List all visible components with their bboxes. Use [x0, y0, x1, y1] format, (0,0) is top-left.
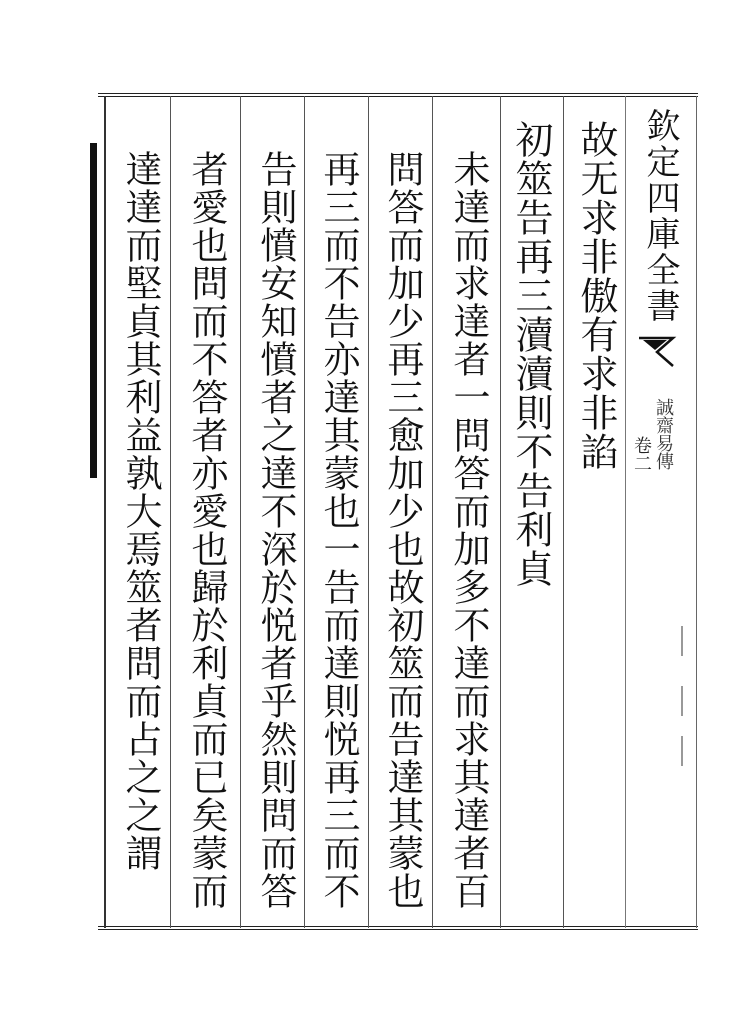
text-column-1: 故无求非傲有求非諂 [574, 120, 618, 471]
margin-tick-marks [676, 626, 688, 766]
margin-collection-title: 欽定四庫全書 [640, 108, 680, 324]
text-column-6: 告則憤安知憤者之達不深於悦者乎然則問而答 [254, 150, 297, 910]
left-frame-line [104, 96, 106, 928]
margin-book-title: 誠齋易傳 [653, 398, 674, 470]
column-divider [240, 96, 241, 928]
text-column-7: 者愛也問而不答者亦愛也歸於利貞而已矣蒙而 [185, 150, 228, 910]
column-divider [170, 96, 171, 928]
text-column-4: 問答而加少再三愈加少也故初筮而告達其蒙也 [381, 150, 424, 910]
column-divider [500, 96, 501, 928]
text-column-3: 未達而求達者一問答而加多不達而求其達者百 [447, 150, 490, 910]
column-divider [432, 96, 433, 928]
top-border-rule [98, 93, 698, 97]
binding-edge-mark [90, 143, 97, 478]
fish-tail-icon [637, 332, 677, 372]
margin-volume-label: 卷二 [631, 436, 652, 472]
right-frame-line [696, 96, 697, 928]
text-column-5: 再三而不告亦達其蒙也一告而達則悦再三而不 [317, 150, 360, 910]
text-column-8: 達達而堅貞其利益孰大焉筮者問而占之之謂 [119, 150, 162, 872]
bottom-border-rule [98, 926, 698, 930]
column-divider [563, 96, 564, 928]
column-divider [368, 96, 369, 928]
text-column-2: 初筮告再三瀆瀆則不告利貞 [509, 120, 553, 588]
margin-divider-line [625, 96, 626, 928]
